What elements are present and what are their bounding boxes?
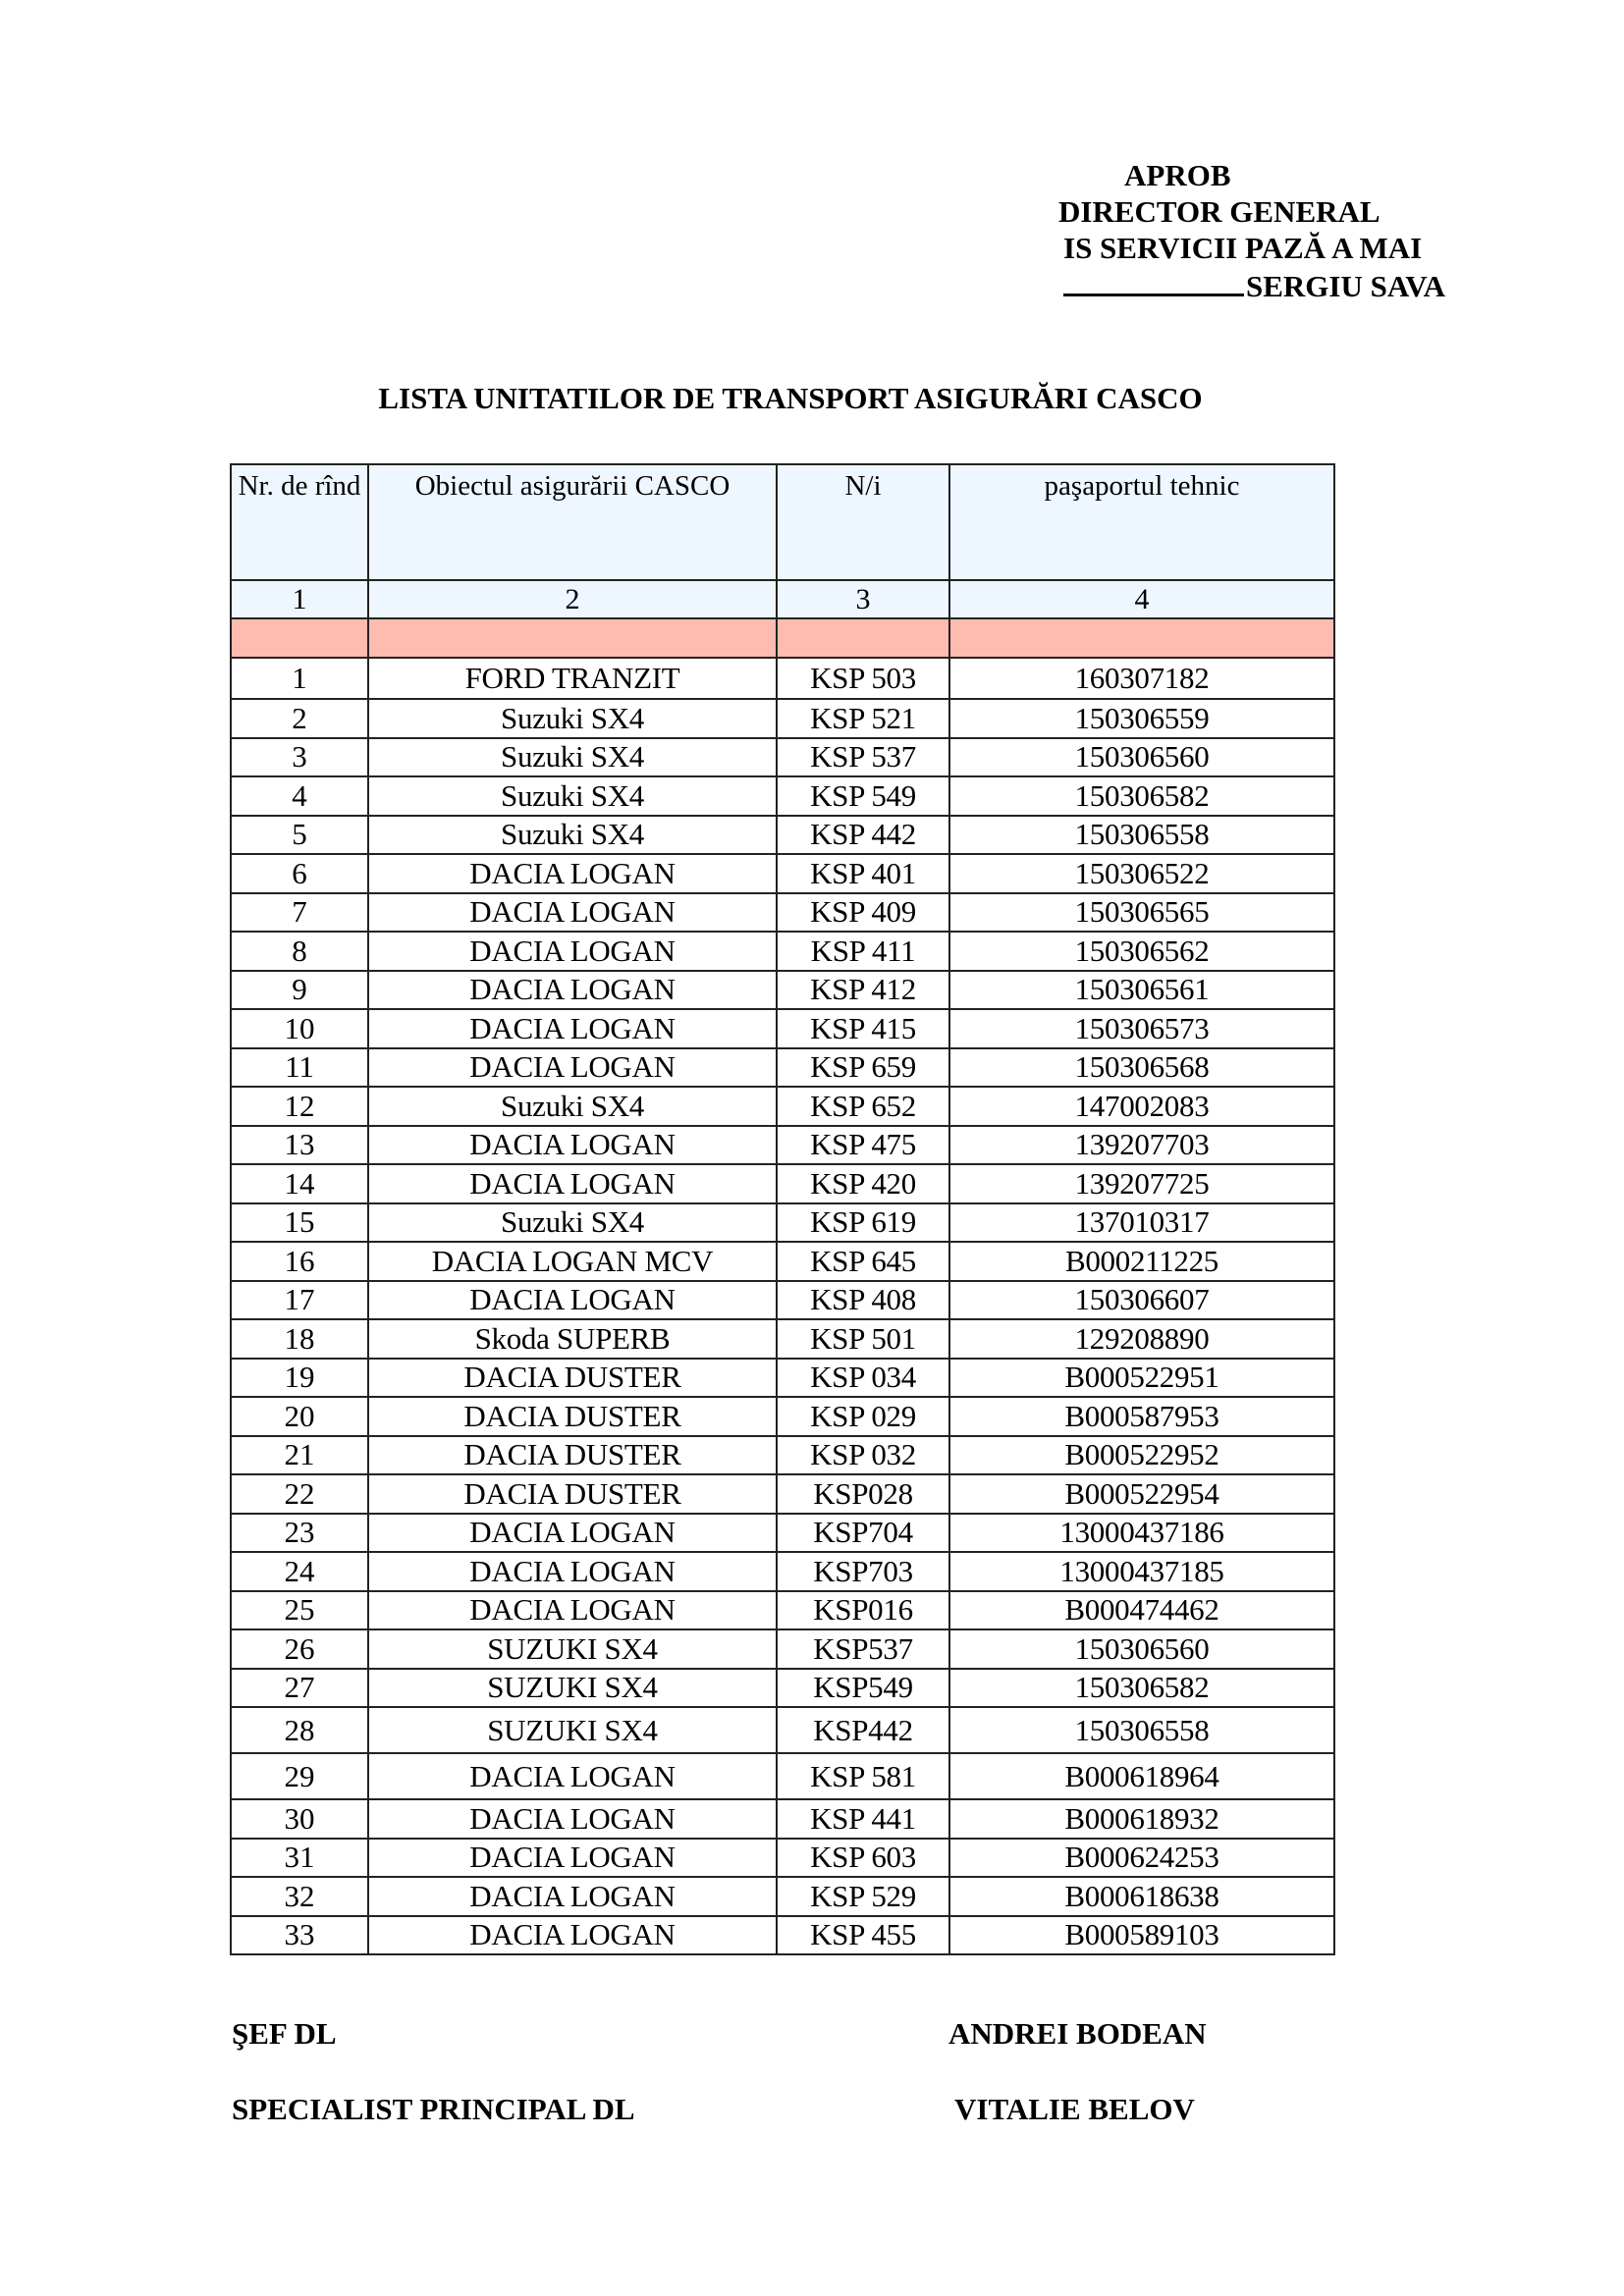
table-row xyxy=(231,1877,1334,1916)
table-row xyxy=(231,816,1334,855)
technical-passport-cell: 150306559 xyxy=(949,699,1334,738)
technical-passport-cell: 150306607 xyxy=(949,1281,1334,1320)
technical-passport-cell: 160307182 xyxy=(949,658,1334,699)
technical-passport-cell: 150306568 xyxy=(949,1048,1334,1088)
table-row xyxy=(231,738,1334,777)
model-cell: DACIA DUSTER xyxy=(368,1474,777,1514)
table-row xyxy=(231,1126,1334,1165)
header-technical-passport: paşaportul tehnic xyxy=(949,464,1334,580)
technical-passport-cell: 150306565 xyxy=(949,893,1334,933)
technical-passport-cell: 150306560 xyxy=(949,1629,1334,1669)
technical-passport-cell: 129208890 xyxy=(949,1319,1334,1359)
model-cell: FORD TRANZIT xyxy=(368,658,777,699)
technical-passport-cell: B000589103 xyxy=(949,1916,1334,1955)
plate-cell: KSP 034 xyxy=(777,1359,949,1398)
model-cell: DACIA LOGAN xyxy=(368,971,777,1010)
nr-cell: 15 xyxy=(231,1203,368,1243)
nr-cell: 27 xyxy=(231,1669,368,1708)
document-title-text: LISTA UNITATILOR DE TRANSPORT ASIGURĂRI CASCO xyxy=(378,381,1203,415)
table-row xyxy=(231,1669,1334,1708)
column-number: 1 xyxy=(231,580,368,618)
model-cell: DACIA LOGAN xyxy=(368,893,777,933)
model-cell: Suzuki SX4 xyxy=(368,1203,777,1243)
plate-cell: KSP 537 xyxy=(777,738,949,777)
highlight-band-row xyxy=(231,618,1334,658)
plate-cell: KSP 603 xyxy=(777,1839,949,1878)
table-row xyxy=(231,1281,1334,1320)
technical-passport-cell: B000618964 xyxy=(949,1753,1334,1799)
technical-passport-cell: B000587953 xyxy=(949,1397,1334,1436)
nr-cell: 26 xyxy=(231,1629,368,1669)
table-row xyxy=(231,1048,1334,1088)
table-row xyxy=(231,1799,1334,1839)
signature-role-chief: ŞEF DL xyxy=(232,2016,337,2051)
plate-cell: KSP703 xyxy=(777,1552,949,1591)
model-cell: DACIA LOGAN xyxy=(368,1126,777,1165)
nr-cell: 14 xyxy=(231,1164,368,1203)
nr-cell: 25 xyxy=(231,1591,368,1630)
plate-cell: KSP016 xyxy=(777,1591,949,1630)
table-row xyxy=(231,971,1334,1010)
plate-cell: KSP 501 xyxy=(777,1319,949,1359)
nr-cell: 13 xyxy=(231,1126,368,1165)
technical-passport-cell: B000618638 xyxy=(949,1877,1334,1916)
technical-passport-cell: B000624253 xyxy=(949,1839,1334,1878)
technical-passport-cell: 13000437185 xyxy=(949,1552,1334,1591)
model-cell: DACIA LOGAN xyxy=(368,854,777,893)
technical-passport-cell: 150306582 xyxy=(949,776,1334,816)
nr-cell: 16 xyxy=(231,1242,368,1281)
plate-cell: KSP 659 xyxy=(777,1048,949,1088)
plate-cell: KSP 029 xyxy=(777,1397,949,1436)
approval-organization: IS SERVICII PAZĂ A MAI xyxy=(1063,231,1423,265)
model-cell: DACIA LOGAN xyxy=(368,1591,777,1630)
technical-passport-cell: 147002083 xyxy=(949,1087,1334,1126)
model-cell: SUZUKI SX4 xyxy=(368,1707,777,1753)
column-number: 3 xyxy=(777,580,949,618)
model-cell: DACIA LOGAN xyxy=(368,1281,777,1320)
plate-cell: KSP 409 xyxy=(777,893,949,933)
plate-cell: KSP 032 xyxy=(777,1436,949,1475)
model-cell: SUZUKI SX4 xyxy=(368,1669,777,1708)
nr-cell: 3 xyxy=(231,738,368,777)
model-cell: Suzuki SX4 xyxy=(368,776,777,816)
technical-passport-cell: B000522951 xyxy=(949,1359,1334,1398)
table-body xyxy=(231,658,1334,1954)
nr-cell: 1 xyxy=(231,658,368,699)
model-cell: Suzuki SX4 xyxy=(368,699,777,738)
nr-cell: 31 xyxy=(231,1839,368,1878)
plate-cell: KSP 415 xyxy=(777,1009,949,1048)
plate-cell: KSP 412 xyxy=(777,971,949,1010)
technical-passport-cell: 139207703 xyxy=(949,1126,1334,1165)
technical-passport-cell: 150306582 xyxy=(949,1669,1334,1708)
technical-passport-cell: 150306573 xyxy=(949,1009,1334,1048)
model-cell: DACIA DUSTER xyxy=(368,1359,777,1398)
header-plate: N/i xyxy=(777,464,949,580)
table-row xyxy=(231,658,1334,699)
technical-passport-cell: 150306558 xyxy=(949,816,1334,855)
model-cell: DACIA LOGAN xyxy=(368,932,777,971)
signature-name-chief: ANDREI BODEAN xyxy=(948,2016,1207,2051)
plate-cell: KSP 455 xyxy=(777,1916,949,1955)
approval-position: DIRECTOR GENERAL xyxy=(1058,194,1380,229)
table-row xyxy=(231,1753,1334,1799)
table-row xyxy=(231,1436,1334,1475)
nr-cell: 17 xyxy=(231,1281,368,1320)
vehicle-table xyxy=(230,463,1335,1955)
nr-cell: 24 xyxy=(231,1552,368,1591)
table-row xyxy=(231,1359,1334,1398)
nr-cell: 7 xyxy=(231,893,368,933)
nr-cell: 23 xyxy=(231,1514,368,1553)
plate-cell: KSP 652 xyxy=(777,1087,949,1126)
technical-passport-cell: 139207725 xyxy=(949,1164,1334,1203)
empty-cell xyxy=(368,618,777,658)
plate-cell: KSP549 xyxy=(777,1669,949,1708)
plate-cell: KSP028 xyxy=(777,1474,949,1514)
table-row xyxy=(231,1916,1334,1955)
model-cell: Suzuki SX4 xyxy=(368,816,777,855)
table-row xyxy=(231,776,1334,816)
plate-cell: KSP 420 xyxy=(777,1164,949,1203)
plate-cell: KSP 529 xyxy=(777,1877,949,1916)
table-row xyxy=(231,1839,1334,1878)
nr-cell: 5 xyxy=(231,816,368,855)
table-row xyxy=(231,1319,1334,1359)
nr-cell: 18 xyxy=(231,1319,368,1359)
nr-cell: 8 xyxy=(231,932,368,971)
plate-cell: KSP 619 xyxy=(777,1203,949,1243)
plate-cell: KSP 408 xyxy=(777,1281,949,1320)
technical-passport-cell: B000522954 xyxy=(949,1474,1334,1514)
empty-cell xyxy=(777,618,949,658)
plate-cell: KSP 503 xyxy=(777,658,949,699)
technical-passport-cell: 150306561 xyxy=(949,971,1334,1010)
column-number: 2 xyxy=(368,580,777,618)
technical-passport-cell: 150306562 xyxy=(949,932,1334,971)
plate-cell: KSP704 xyxy=(777,1514,949,1553)
model-cell: SUZUKI SX4 xyxy=(368,1629,777,1669)
technical-passport-cell: 150306558 xyxy=(949,1707,1334,1753)
model-cell: DACIA LOGAN xyxy=(368,1514,777,1553)
technical-passport-cell: 150306560 xyxy=(949,738,1334,777)
plate-cell: KSP442 xyxy=(777,1707,949,1753)
nr-cell: 19 xyxy=(231,1359,368,1398)
table-row xyxy=(231,1009,1334,1048)
document-title xyxy=(0,381,1624,416)
nr-cell: 29 xyxy=(231,1753,368,1799)
column-number: 4 xyxy=(949,580,1334,618)
nr-cell: 22 xyxy=(231,1474,368,1514)
table-row xyxy=(231,699,1334,738)
technical-passport-cell: 150306522 xyxy=(949,854,1334,893)
technical-passport-cell: B000211225 xyxy=(949,1242,1334,1281)
nr-cell: 20 xyxy=(231,1397,368,1436)
column-number-row xyxy=(231,580,1334,618)
approval-block xyxy=(1058,157,1520,304)
table-row xyxy=(231,854,1334,893)
signature-line xyxy=(1063,266,1244,296)
table-row xyxy=(231,1552,1334,1591)
technical-passport-cell: 13000437186 xyxy=(949,1514,1334,1553)
model-cell: Suzuki SX4 xyxy=(368,1087,777,1126)
signature-name-specialist: VITALIE BELOV xyxy=(954,2092,1195,2126)
header-insured-object: Obiectul asigurării CASCO xyxy=(368,464,777,580)
signature-role-specialist: SPECIALIST PRINCIPAL DL xyxy=(232,2092,635,2126)
header-row-number: Nr. de rînd xyxy=(231,464,368,580)
model-cell: DACIA LOGAN xyxy=(368,1048,777,1088)
model-cell: DACIA DUSTER xyxy=(368,1397,777,1436)
table-row xyxy=(231,932,1334,971)
plate-cell: KSP 441 xyxy=(777,1799,949,1839)
technical-passport-cell: B000522952 xyxy=(949,1436,1334,1475)
empty-cell xyxy=(231,618,368,658)
table-row xyxy=(231,1707,1334,1753)
model-cell: DACIA LOGAN xyxy=(368,1916,777,1955)
nr-cell: 6 xyxy=(231,854,368,893)
model-cell: DACIA LOGAN MCV xyxy=(368,1242,777,1281)
model-cell: Skoda SUPERB xyxy=(368,1319,777,1359)
plate-cell: KSP 401 xyxy=(777,854,949,893)
model-cell: DACIA LOGAN xyxy=(368,1839,777,1878)
nr-cell: 9 xyxy=(231,971,368,1010)
nr-cell: 32 xyxy=(231,1877,368,1916)
plate-cell: KSP 411 xyxy=(777,932,949,971)
plate-cell: KSP 581 xyxy=(777,1753,949,1799)
plate-cell: KSP 549 xyxy=(777,776,949,816)
table-row xyxy=(231,1164,1334,1203)
technical-passport-cell: B000618932 xyxy=(949,1799,1334,1839)
nr-cell: 2 xyxy=(231,699,368,738)
nr-cell: 28 xyxy=(231,1707,368,1753)
table-row xyxy=(231,1474,1334,1514)
table-header-row xyxy=(231,464,1334,580)
model-cell: DACIA LOGAN xyxy=(368,1799,777,1839)
model-cell: DACIA LOGAN xyxy=(368,1009,777,1048)
nr-cell: 10 xyxy=(231,1009,368,1048)
technical-passport-cell: 137010317 xyxy=(949,1203,1334,1243)
table-row xyxy=(231,1514,1334,1553)
empty-cell xyxy=(949,618,1334,658)
approval-signatory: SERGIU SAVA xyxy=(1246,269,1446,303)
approval-signature xyxy=(1058,266,1520,304)
model-cell: DACIA LOGAN xyxy=(368,1877,777,1916)
model-cell: DACIA DUSTER xyxy=(368,1436,777,1475)
table-row xyxy=(231,1203,1334,1243)
nr-cell: 21 xyxy=(231,1436,368,1475)
table-row xyxy=(231,1242,1334,1281)
plate-cell: KSP 475 xyxy=(777,1126,949,1165)
plate-cell: KSP 442 xyxy=(777,816,949,855)
table-row xyxy=(231,1397,1334,1436)
nr-cell: 11 xyxy=(231,1048,368,1088)
technical-passport-cell: B000474462 xyxy=(949,1591,1334,1630)
nr-cell: 30 xyxy=(231,1799,368,1839)
table-row xyxy=(231,1629,1334,1669)
approval-title: APROB xyxy=(1124,158,1231,192)
plate-cell: KSP 645 xyxy=(777,1242,949,1281)
nr-cell: 4 xyxy=(231,776,368,816)
nr-cell: 12 xyxy=(231,1087,368,1126)
table-row xyxy=(231,893,1334,933)
model-cell: DACIA LOGAN xyxy=(368,1552,777,1591)
nr-cell: 33 xyxy=(231,1916,368,1955)
plate-cell: KSP 521 xyxy=(777,699,949,738)
model-cell: DACIA LOGAN xyxy=(368,1164,777,1203)
table-row xyxy=(231,1591,1334,1630)
plate-cell: KSP537 xyxy=(777,1629,949,1669)
table-row xyxy=(231,1087,1334,1126)
model-cell: Suzuki SX4 xyxy=(368,738,777,777)
model-cell: DACIA LOGAN xyxy=(368,1753,777,1799)
